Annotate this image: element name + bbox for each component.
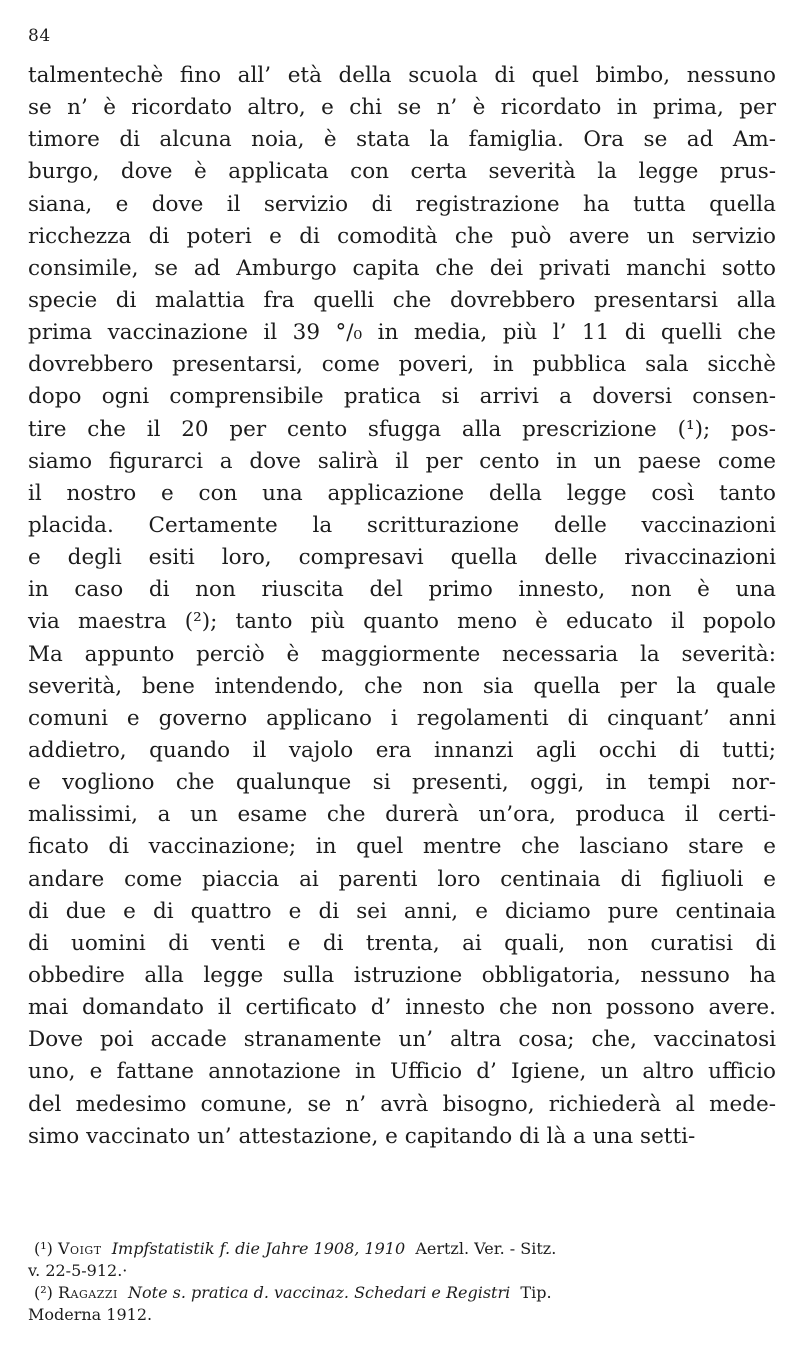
footnote-title: Impfstatistik f. die Jahre 1908, 1910 xyxy=(111,1239,406,1258)
footnote-2-continuation: Moderna 1912. xyxy=(28,1305,153,1324)
text-line: e degli esiti loro, compresavi quella delle rivaccinazioni xyxy=(28,545,776,571)
text-line: e vogliono che qualunque si presenti, oggi, in tempi nor- xyxy=(28,770,776,796)
text-line: ricchezza di poteri e di comodità che può avere un servizio xyxy=(28,223,776,249)
text-line: dovrebbero presentarsi, come poveri, in pubblica sala sicchè xyxy=(28,352,776,378)
text-line: del medesimo comune, se n’ avrà bisogno, richiederà al mede- xyxy=(28,1091,776,1117)
footnote-1-continuation: v. 22-5-912.· xyxy=(28,1261,128,1280)
text-line: di due e di quattro e di sei anni, e diciamo pure centinaia xyxy=(28,898,776,924)
text-line: simo vaccinato un’ attestazione, e capitando di là a una setti- xyxy=(28,1123,696,1149)
text-line: Dove poi accade stranamente un’ altra cosa; che, vaccinatosi xyxy=(28,1027,776,1053)
text-line: andare come piaccia ai parenti loro centinaia di figliuoli e xyxy=(28,866,776,892)
text-line: consimile, se ad Amburgo capita che dei privati manchi sotto xyxy=(28,255,776,281)
footnote-author: Voigt xyxy=(58,1239,102,1258)
text-line: addietro, quando il vajolo era innanzi agli occhi di tutti; xyxy=(28,737,776,763)
body-text xyxy=(28,60,776,1153)
footnote-publication: Aertzl. Ver. - Sitz. xyxy=(415,1239,557,1258)
footnote-marker: (²) xyxy=(34,1283,53,1302)
page-number: 84 xyxy=(28,26,51,46)
footnote-author: Ragazzi xyxy=(58,1283,118,1302)
footnote-title: Note s. pratica d. vaccinaz. Schedari e Registri xyxy=(128,1283,511,1302)
text-line: di uomini di venti e di trenta, ai quali, non curatisi di xyxy=(28,930,776,956)
text-line: malissimi, a un esame che durerà un’ora, produca il certi- xyxy=(28,802,776,828)
text-line: burgo, dove è applicata con certa severità la legge prus- xyxy=(28,159,776,185)
text-line: obbedire alla legge sulla istruzione obbligatoria, nessuno ha xyxy=(28,962,776,988)
text-line: uno, e fattane annotazione in Ufficio d’ Igiene, un altro ufficio xyxy=(28,1059,776,1085)
text-line: talmentechè fino all’ età della scuola di quel bimbo, nessuno xyxy=(28,63,776,88)
text-line: timore di alcuna noia, è stata la famiglia. Ora se ad Am- xyxy=(28,127,776,153)
text-line: severità, bene intendendo, che non sia quella per la quale xyxy=(28,673,776,699)
footnote-publication: Tip. xyxy=(520,1283,552,1302)
text-line: specie di malattia fra quelli che dovrebbero presentarsi alla xyxy=(28,287,776,313)
text-line: in caso di non riuscita del primo innesto, non è una xyxy=(28,577,776,603)
footnote-1 xyxy=(28,1238,776,1260)
footnote-2 xyxy=(28,1282,776,1304)
text-line: comuni e governo applicano i regolamenti di cinquant’ anni xyxy=(28,705,776,731)
text-line: il nostro e con una applicazione della legge così tanto xyxy=(28,480,776,506)
text-line: mai domandato il certificato d’ innesto che non possono avere. xyxy=(28,995,776,1021)
text-line: se n’ è ricordato altro, e chi se n’ è ricordato in prima, per xyxy=(28,95,776,121)
text-line: siamo figurarci a dove salirà il per cento in un paese come xyxy=(28,448,776,474)
footnotes xyxy=(28,1238,776,1326)
text-line: via maestra (²); tanto più quanto meno è educato il popolo xyxy=(28,609,776,635)
text-line: prima vaccinazione il 39 °/₀ in media, più l’ 11 di quelli che xyxy=(28,320,776,346)
text-line: Ma appunto perciò è maggiormente necessaria la severità: xyxy=(28,641,776,667)
text-line: placida. Certamente la scritturazione delle vaccinazioni xyxy=(28,512,776,538)
text-line: ficato di vaccinazione; in quel mentre che lasciano stare e xyxy=(28,834,776,860)
text-line: dopo ogni comprensibile pratica si arrivi a doversi consen- xyxy=(28,384,776,410)
text-line: tire che il 20 per cento sfugga alla prescrizione (¹); pos- xyxy=(28,416,776,442)
footnote-marker: (¹) xyxy=(34,1239,53,1258)
text-line: siana, e dove il servizio di registrazione ha tutta quella xyxy=(28,191,776,217)
